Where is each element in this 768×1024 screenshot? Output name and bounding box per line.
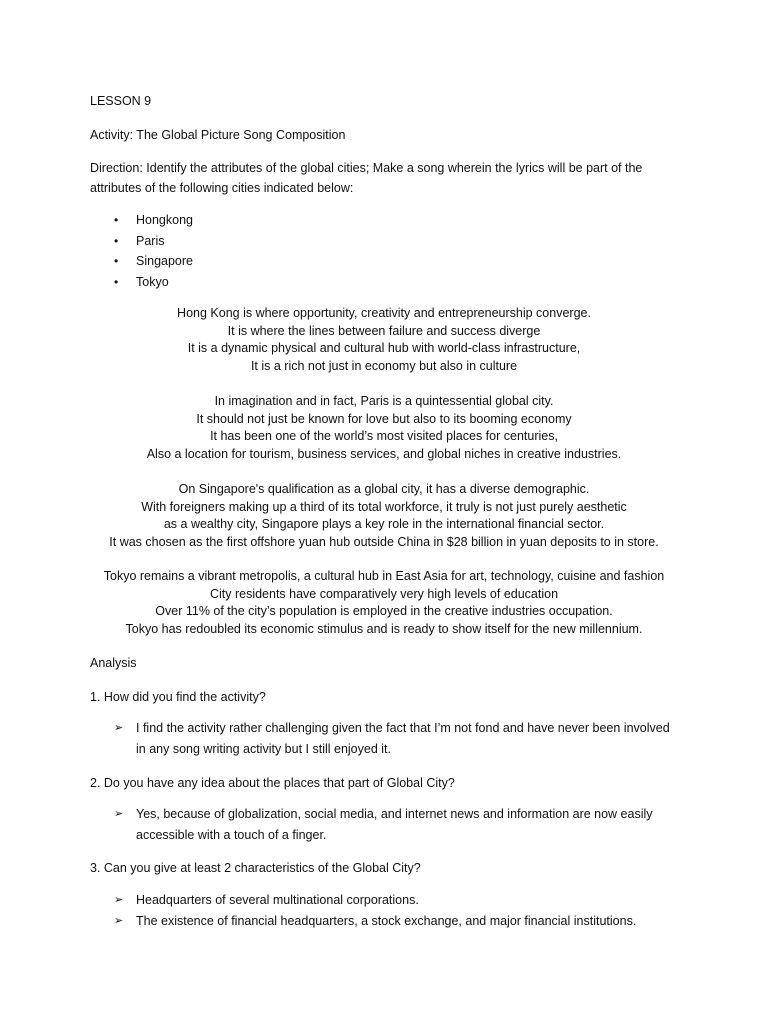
stanza-paris: [84, 393, 684, 463]
lyric-line: Hong Kong is where opportunity, creativity and entrepreneurship converge.: [177, 306, 591, 320]
answer-3b: [114, 911, 674, 932]
answer-3a: [114, 890, 674, 911]
stanza-hongkong: [84, 305, 684, 375]
answer-text: Yes, because of globalization, social media, and internet news and information are now easily accessible with a touch of a finger.: [136, 807, 653, 842]
city-name: Paris: [136, 233, 165, 248]
arrow-bullet-icon: ➢: [114, 894, 124, 906]
lyric-line: City residents have comparatively very high levels of education: [209, 586, 559, 601]
arrow-bullet-icon: ➢: [114, 915, 124, 927]
lyric-line: Over 11% of the city’s population is employed in the creative industries occupation.: [155, 604, 613, 619]
activity-title: Activity: The Global Picture Song Composition: [90, 128, 346, 142]
question-3: 3. Can you give at least 2 characteristics of the Global City?: [90, 861, 421, 875]
bullet-icon: •: [114, 254, 119, 269]
list-item: [114, 272, 193, 293]
list-item: [114, 210, 193, 231]
lyric-line: With foreigners making up a third of its total workforce, it truly is not just purely aesthetic: [141, 499, 627, 514]
answer-text: The existence of financial headquarters, a stock exchange, and major financial institutions.: [136, 914, 637, 928]
answer-text: Headquarters of several multinational corporations.: [136, 893, 419, 907]
answer-text: I find the activity rather challenging given the fact that I’m not fond and have never been involved in any song writing activity but I still enjoyed it.: [136, 721, 670, 756]
answer-1: [114, 718, 674, 759]
city-name: Tokyo: [136, 275, 169, 290]
question-2: 2. Do you have any idea about the places that part of Global City?: [90, 776, 455, 790]
lesson-title: LESSON 9: [90, 94, 152, 108]
lyric-line: It is a rich not just in economy but also in culture: [250, 358, 518, 373]
arrow-bullet-icon: ➢: [114, 808, 124, 820]
stanza-tokyo: [84, 568, 684, 638]
list-item: [114, 231, 193, 252]
lyric-line: In imagination and in fact, Paris is a quintessential global city.: [214, 394, 554, 408]
lyric-line: On Singapore's qualification as a global city, it has a diverse demographic.: [178, 482, 590, 496]
city-name: Singapore: [136, 254, 193, 269]
answer-2: [114, 804, 674, 845]
question-1: 1. How did you find the activity?: [90, 690, 266, 704]
direction-text: Direction: Identify the attributes of the global cities; Make a song wherein the lyrics will be part of the attributes of the following cities indicated below:: [90, 161, 643, 195]
lyric-line: Also a location for tourism, business services, and global niches in creative industries.: [146, 446, 622, 461]
city-list: [114, 210, 193, 293]
arrow-bullet-icon: ➢: [114, 722, 124, 734]
lyric-line: It should not just be known for love but also to its booming economy: [196, 411, 572, 426]
lyric-line: Tokyo has redoubled its economic stimulus and is ready to show itself for the new millennium.: [125, 621, 643, 636]
bullet-icon: •: [114, 233, 119, 248]
lyric-line: It is where the lines between failure and success diverge: [227, 323, 541, 338]
lyric-line: It was chosen as the first offshore yuan hub outside China in $28 billion in yuan deposits to in store.: [109, 534, 659, 549]
analysis-heading: Analysis: [90, 656, 137, 670]
lyric-line: It is a dynamic physical and cultural hub with world-class infrastructure,: [187, 341, 581, 356]
bullet-icon: •: [114, 213, 119, 227]
list-item: [114, 251, 193, 272]
city-name: Hongkong: [136, 213, 193, 227]
lyric-line: It has been one of the world’s most visited places for centuries,: [210, 429, 558, 444]
lyric-line: as a wealthy city, Singapore plays a key role in the international financial sector.: [163, 517, 605, 532]
stanza-singapore: [84, 481, 684, 551]
bullet-icon: •: [114, 275, 119, 290]
lyric-line: Tokyo remains a vibrant metropolis, a cultural hub in East Asia for art, technology, cuisine and fashion: [103, 569, 665, 583]
